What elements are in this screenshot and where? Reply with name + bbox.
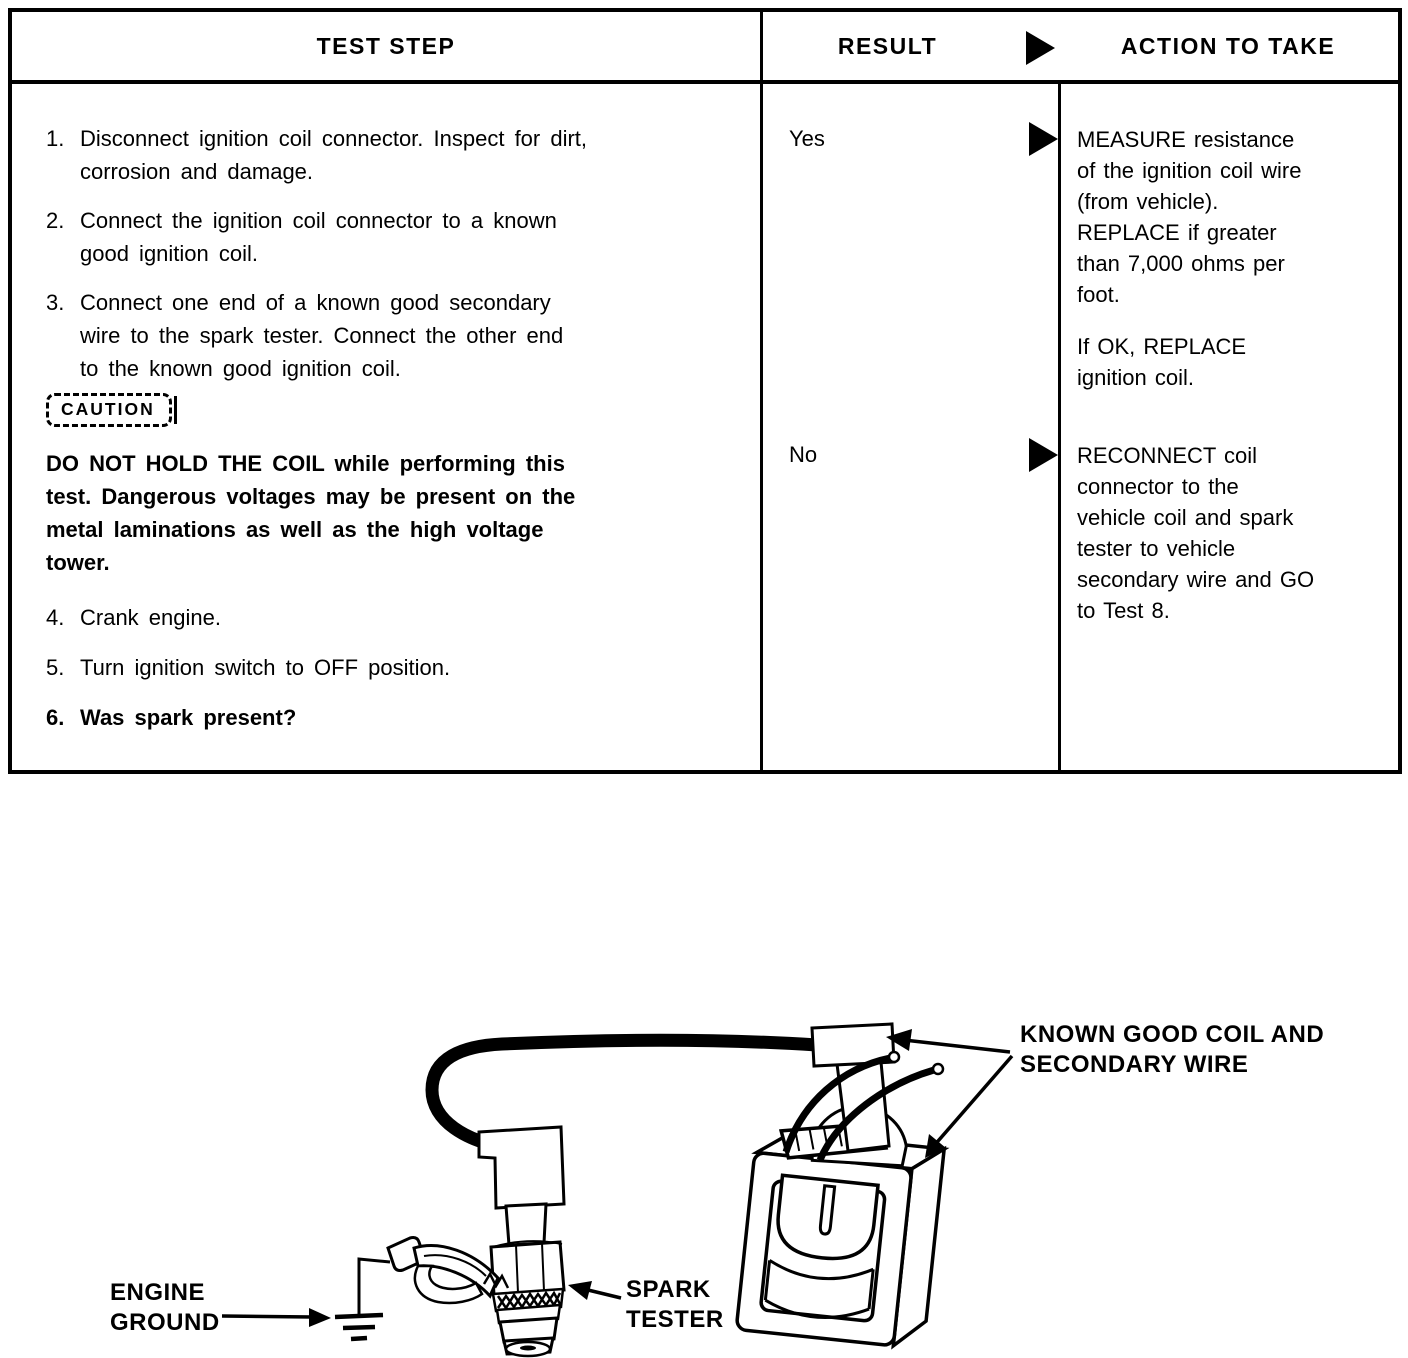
test-step-2: 2. Connect the ignition coil connector to a known good ignition coil.: [46, 208, 557, 266]
spark-tester-label-line1: SPARK: [626, 1276, 711, 1303]
spark-tester: [479, 1127, 564, 1356]
header-result: [760, 12, 1058, 84]
test-step-1: 1. Disconnect ignition coil connector. Inspect for dirt, corrosion and damage.: [46, 126, 588, 184]
spark-tester-diagram: [80, 1000, 1330, 1358]
header-result-label: RESULT: [837, 32, 938, 59]
header-test-step-label: TEST STEP: [316, 32, 456, 59]
result-yes: Yes: [789, 126, 825, 151]
known-good-label-line2: SECONDARY WIRE: [1020, 1051, 1249, 1078]
test-step-6: 6. Was spark present?: [46, 705, 297, 730]
ground-symbol: [335, 1315, 383, 1339]
engine-ground-label-line2: GROUND: [110, 1309, 220, 1336]
engine-ground-callout: [110, 1279, 331, 1336]
test-step-3: 3. Connect one end of a known good secondary wire to the spark tester. Connect the other end to the known good ignition coil.: [46, 290, 564, 381]
action-yes: MEASURE resistance of the ignition coil wire (from vehicle). REPLACE if greater than 7,000 ohms per foot. If OK, REPLACE ignition coil.: [1077, 127, 1302, 390]
spark-tester-callout: [568, 1276, 724, 1333]
ground-clip: [335, 1238, 508, 1340]
caution-text: DO NOT HOLD THE COIL while performing this test. Dangerous voltages may be present on the metal laminations as well as the high voltage tower.: [46, 451, 576, 575]
result-yes-arrow-icon: [1029, 122, 1058, 156]
test-step-5: 5. Turn ignition switch to OFF position.: [46, 655, 451, 680]
diagnostic-test-table: [8, 8, 1402, 774]
spark-tester-label-line2: TESTER: [626, 1306, 724, 1333]
result-no-arrow-icon: [1029, 438, 1058, 472]
test-step-4: 4. Crank engine.: [46, 605, 221, 630]
result-header-arrow-icon: [1026, 31, 1055, 65]
ignition-coil: [736, 1024, 948, 1349]
result-no: No: [789, 442, 818, 467]
header-action: [1058, 12, 1398, 84]
test-step-column: [12, 84, 760, 770]
tester-boot: [479, 1127, 564, 1208]
action-column: [1058, 84, 1398, 770]
header-action-label: ACTION TO TAKE: [1120, 32, 1336, 59]
engine-ground-label-line1: ENGINE: [110, 1279, 206, 1306]
action-no: RECONNECT coil connector to the vehicle coil and spark tester to vehicle secondary wire and GO to Test 8.: [1077, 443, 1315, 623]
result-column: [760, 84, 1058, 770]
header-test-step: [12, 12, 760, 84]
known-good-label-line1: KNOWN GOOD COIL AND: [1020, 1021, 1325, 1048]
caution-box: [46, 393, 172, 427]
caution-label: CAUTION: [61, 399, 155, 419]
known-good-coil-callout: [886, 1021, 1324, 1158]
tester-hex-nut: [491, 1242, 564, 1295]
caution-box-row: [46, 391, 742, 427]
